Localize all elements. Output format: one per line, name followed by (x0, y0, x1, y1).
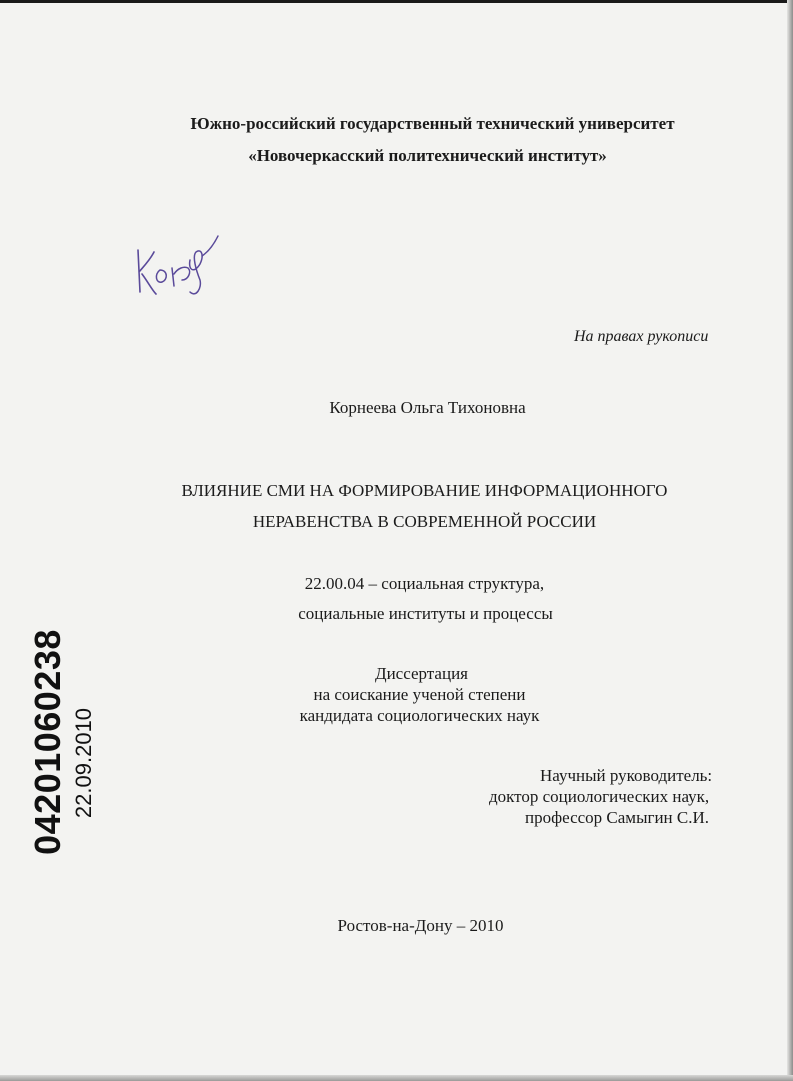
degree-name: кандидата социологических наук (299, 706, 540, 725)
library-stamp-number: 04201060238 (27, 629, 68, 855)
city-year: Ростов-на-Дону – 2010 (337, 916, 504, 935)
scan-edge-bottom (0, 1075, 793, 1081)
handwritten-signature (130, 230, 225, 300)
degree-purpose: на соискание ученой степени (313, 685, 526, 704)
dissertation-label: Диссертация (374, 664, 468, 683)
supervisor-name: профессор Самыгин С.И. (525, 808, 710, 827)
author-name: Корнеева Ольга Тихоновна (329, 398, 526, 417)
specialty-name: социальные институты и процессы (298, 604, 553, 623)
supervisor-label: Научный руководитель: (540, 766, 713, 785)
dissertation-title-line-1: ВЛИЯНИЕ СМИ НА ФОРМИРОВАНИЕ ИНФОРМАЦИОННОГО (181, 481, 668, 500)
university-name: Южно-российский государственный технический университет (190, 114, 675, 133)
specialty-code: 22.00.04 – социальная структура, (304, 574, 545, 593)
manuscript-rights-note: На правах рукописи (574, 328, 709, 345)
scan-edge-top (0, 0, 793, 3)
library-stamp-date: 22.09.2010 (71, 707, 96, 819)
supervisor-degree: доктор социологических наук, (489, 787, 710, 806)
dissertation-title-line-2: НЕРАВЕНСТВА В СОВРЕМЕННОЙ РОССИИ (252, 512, 597, 531)
institute-name: «Новочеркасский политехнический институт» (248, 146, 607, 165)
